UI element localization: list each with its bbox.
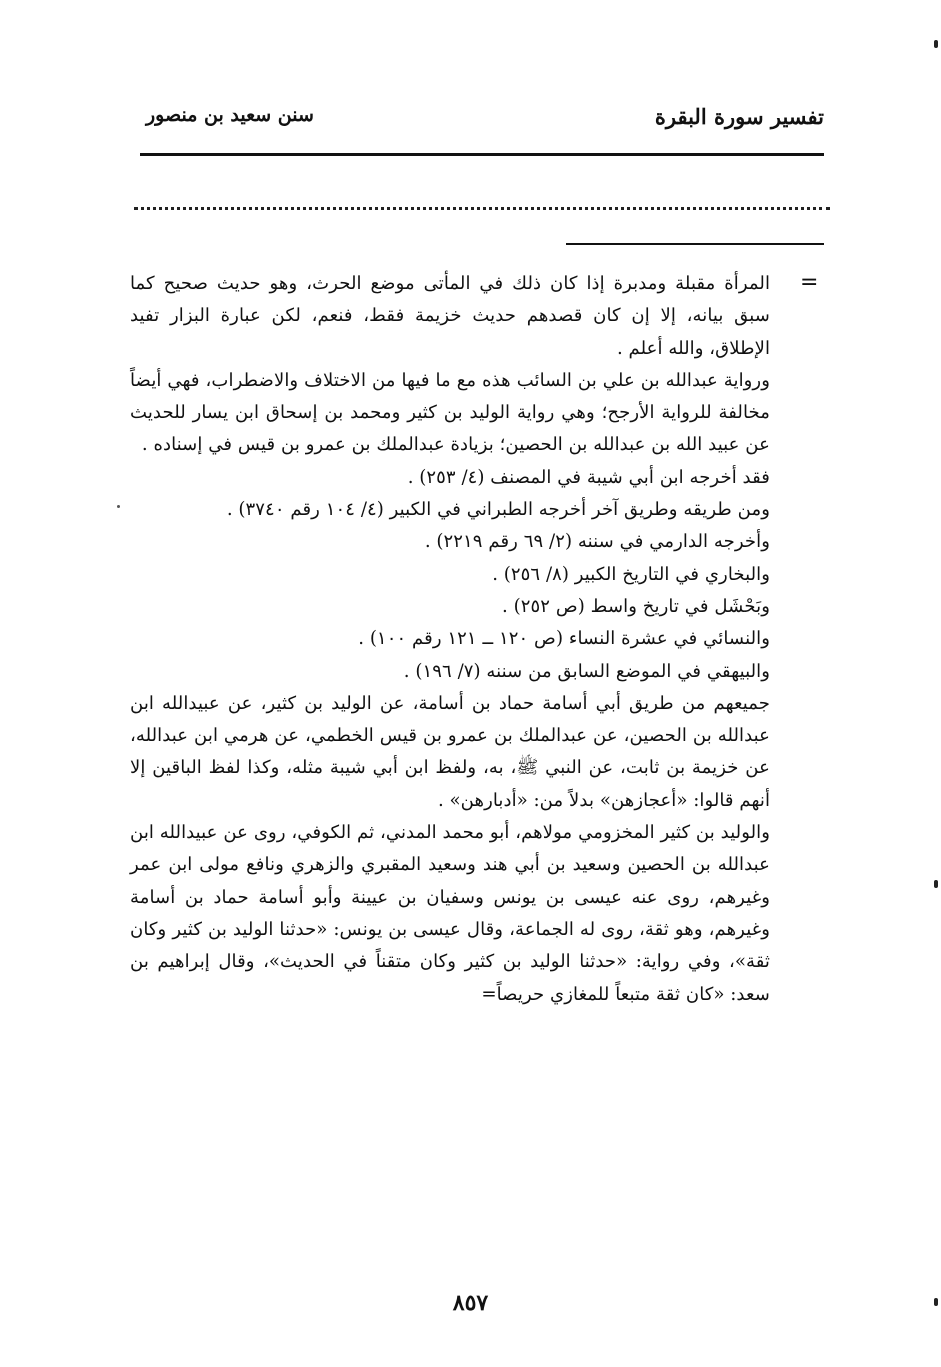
- footnote-paragraph: جميعهم من طريق أبي أسامة حماد بن أسامة، عن الوليد بن كثير، عن عبيدالله ابن عبدالله بن الحصين، عن عبدالملك بن عمرو بن قيس الخطمي، عن هرمي ابن عبدالله، عن خزيمة بن ثابت، عن النبي ﷺ، به، ولفظ ابن أبي شيبة مثله، وكذا لفظ الباقين إلا أنهم قالوا: «أعجازهن» بدلاً من: «أدبارهن» .: [130, 692, 770, 811]
- header-book-title: سنن سعيد بن منصور: [146, 104, 314, 126]
- scan-speck: [117, 505, 120, 508]
- running-header: [140, 104, 824, 144]
- footnote-paragraph: وأخرجه الدارمي في سننه (٢/ ٦٩ رقم ٢٢١٩) .: [424, 531, 770, 553]
- footnote-rule: [566, 243, 824, 245]
- footnote-paragraph: والبيهقي في الموضع السابق من سننه (٧/ ١٩٦) .: [403, 660, 770, 682]
- scan-edge-mark: [934, 40, 938, 48]
- footnote-paragraph: وبَحْشَل في تاريخ واسط (ص ٢٥٢) .: [502, 595, 770, 617]
- header-chapter-title: تفسير سورة البقرة: [654, 104, 824, 129]
- footnote-paragraph: المرأة مقبلة ومدبرة إذا كان ذلك في المأتى موضع الحرث، وهو حديث صحيح كما سبق بيانه، إلا إن كان قصدهم حديث خزيمة فقط، فنعم، لكن عبارة البزار تفيد الإطلاق، والله أعلم .: [130, 273, 770, 359]
- footnote-paragraph: فقد أخرجه ابن أبي شيبة في المصنف (٤/ ٢٥٣) .: [407, 466, 770, 488]
- footnote-paragraph: والوليد بن كثير المخزومي مولاهم، أبو محمد المدني، ثم الكوفي، روى عن عبيدالله ابن عبدالله بن الحصين وسعيد بن أبي هند وسعيد المقبري والزهري ونافع مولى ابن عمر وغيرهم، روى عنه عيسى بن يونس وسفيان بن عيينة وأبو أسامة حماد بن أسامة وغيرهم، وهو ثقة، روى له الجماعة، وقال عيسى بن يونس: «حدثنا الوليد بن كثير وكان ثقة»، وفي رواية: «حدثنا الوليد بن كثير وكان متقناً في الحديث»، وقال إبراهيم بن سعد: «كان ثقة متبعاً للمغازي حريصاً=: [130, 822, 770, 1005]
- text-separator-dotted-line: [134, 207, 830, 210]
- footnote-text: [130, 268, 770, 1011]
- footnote-paragraph: ومن طريقه وطريق آخر أخرجه الطبراني في الكبير (٤/ ١٠٤ رقم ٣٧٤٠) .: [226, 499, 770, 521]
- page-number: ٨٥٧: [452, 1290, 489, 1316]
- scan-edge-mark: [934, 1298, 938, 1306]
- continuation-mark: =: [800, 270, 819, 295]
- scan-edge-mark: [934, 880, 938, 888]
- header-rule: [140, 153, 824, 156]
- footnote-paragraph: والبخاري في التاريخ الكبير (٨/ ٢٥٦) .: [492, 563, 770, 585]
- footnote-paragraph: ورواية عبدالله بن علي بن السائب هذه مع ما فيها من الاختلاف والاضطراب، فهي أيضاً مخالفة للرواية الأرجح؛ وهي رواية الوليد بن كثير ومحمد بن إسحاق ابن يسار للحديث عن عبيد الله بن عبدالله بن الحصين؛ بزيادة عبدالملك بن عمرو بن قيس في إسناده .: [130, 369, 770, 456]
- footnote-paragraph: والنسائي في عشرة النساء (ص ١٢٠ ــ ١٢١ رقم ١٠٠) .: [358, 628, 770, 650]
